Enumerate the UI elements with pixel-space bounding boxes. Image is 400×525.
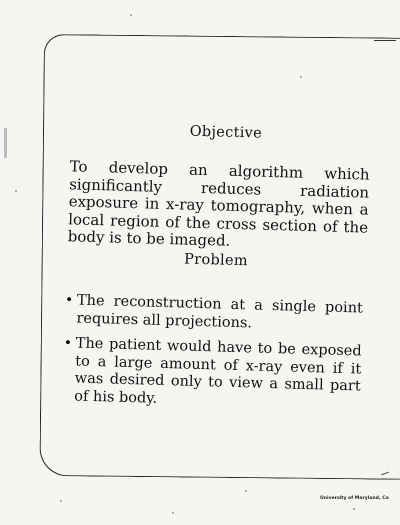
bullet-icon: • — [63, 335, 73, 352]
list-item — [64, 292, 363, 335]
bullet-text: The patient would have to be exposed to a large amount of x-ray even if it was desired only to view a small part of his body. — [74, 335, 362, 407]
bullet-text: The reconstruction at a single point requires all projections. — [76, 292, 364, 331]
bullet-icon: • — [64, 292, 74, 309]
problem-list — [62, 292, 363, 421]
list-item — [62, 335, 362, 413]
objective-text: To develop an algorithm which significantly reduces radiation exposure in x-ray tomography, when a local region of the cross section of the body is to be imaged. — [67, 157, 370, 250]
objective-heading: Objective — [189, 123, 263, 142]
problem-heading: Problem — [183, 251, 249, 270]
footer-institution: University of Maryland, Co — [320, 496, 389, 501]
